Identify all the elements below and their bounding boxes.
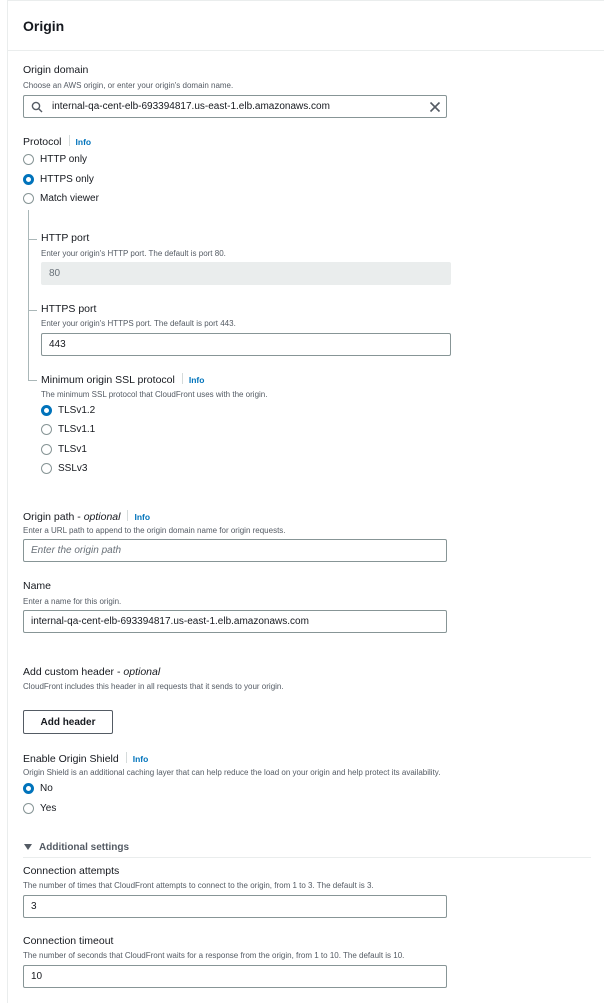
origin-path-input[interactable] <box>23 539 447 562</box>
custom-header-label-text: Add custom header - <box>23 666 124 678</box>
additional-settings-label: Additional settings <box>39 841 129 853</box>
protocol-radio-http-only[interactable] <box>23 154 87 165</box>
https-port-input[interactable] <box>41 333 451 356</box>
origin-shield-info-link[interactable]: Info <box>132 754 149 764</box>
origin-domain-label: Origin domain <box>23 64 89 76</box>
radio-circle[interactable] <box>23 803 34 814</box>
https-port-label: HTTPS port <box>41 303 97 315</box>
optional-marker: optional <box>123 666 161 678</box>
ssl-option-label: TLSv1.1 <box>58 424 96 435</box>
divider <box>23 857 591 858</box>
name-value: internal-qa-cent-elb-693394817.us-east-1.elb.amazonaws.com <box>31 616 309 627</box>
tree-branch <box>28 239 37 240</box>
protocol-option-label: Match viewer <box>40 193 99 204</box>
additional-settings-toggle[interactable] <box>23 838 129 856</box>
name-label: Name <box>23 580 52 592</box>
origin-path-label <box>23 510 150 523</box>
origin-shield-radio-no[interactable] <box>23 783 53 794</box>
ssl-radio-tlsv1-2[interactable] <box>41 405 95 416</box>
protocol-info-link[interactable]: Info <box>75 137 92 147</box>
add-header-button[interactable]: Add header <box>23 710 113 734</box>
connection-attempts-label: Connection attempts <box>23 865 120 877</box>
origin-shield-radio-yes[interactable] <box>23 803 56 814</box>
protocol-radio-match-viewer[interactable] <box>23 193 99 204</box>
origin-shield-option-label: No <box>40 783 53 794</box>
radio-circle[interactable] <box>41 424 52 435</box>
ssl-protocol-info-link[interactable]: Info <box>188 375 205 385</box>
origin-path-description: Enter a URL path to append to the origin domain name for origin requests. <box>23 526 286 535</box>
origin-domain-description: Choose an AWS origin, or enter your origin's domain name. <box>23 81 234 90</box>
tree-branch <box>28 380 37 381</box>
connection-timeout-label: Connection timeout <box>23 935 114 947</box>
tree-branch <box>28 310 37 311</box>
ssl-option-label: TLSv1.2 <box>58 405 96 416</box>
radio-circle-selected[interactable] <box>41 405 52 416</box>
ssl-option-label: SSLv3 <box>58 463 88 474</box>
origin-shield-description: Origin Shield is an additional caching layer that can help reduce the load on your origin and help protect its availability. <box>23 768 441 777</box>
panel-title: Origin <box>23 18 65 34</box>
connection-timeout-input[interactable] <box>23 965 447 988</box>
protocol-option-label: HTTPS only <box>40 174 94 185</box>
http-port-value: 80 <box>49 268 61 279</box>
origin-shield-label <box>23 752 148 765</box>
connection-timeout-description: The number of seconds that CloudFront waits for a response from the origin, from 1 to 10. The default is 10. <box>23 951 405 960</box>
origin-domain-input[interactable] <box>23 95 447 118</box>
http-port-description: Enter your origin's HTTP port. The default is port 80. <box>41 249 226 258</box>
protocol-radio-https-only[interactable] <box>23 174 94 185</box>
name-description: Enter a name for this origin. <box>23 597 122 606</box>
radio-circle-selected[interactable] <box>23 174 34 185</box>
ssl-protocol-label-text: Minimum origin SSL protocol <box>41 374 175 386</box>
radio-circle[interactable] <box>41 444 52 455</box>
origin-domain-value: internal-qa-cent-elb-693394817.us-east-1.elb.amazonaws.com <box>52 101 330 112</box>
connection-attempts-input[interactable] <box>23 895 447 918</box>
radio-circle[interactable] <box>41 463 52 474</box>
radio-circle[interactable] <box>23 193 34 204</box>
custom-header-description: CloudFront includes this header in all requests that it sends to your origin. <box>23 682 284 691</box>
origin-path-info-link[interactable]: Info <box>134 512 151 522</box>
http-port-label: HTTP port <box>41 232 90 244</box>
close-icon[interactable] <box>429 100 441 118</box>
protocol-option-label: HTTP only <box>40 154 88 165</box>
protocol-label-text: Protocol <box>23 136 62 148</box>
optional-marker: optional <box>83 511 121 523</box>
origin-shield-option-label: Yes <box>40 803 57 814</box>
connection-attempts-description: The number of times that CloudFront attempts to connect to the origin, from 1 to 3. The default is 3. <box>23 881 374 890</box>
origin-shield-label-text: Enable Origin Shield <box>23 753 119 765</box>
protocol-label <box>23 135 91 148</box>
https-port-value: 443 <box>49 339 66 350</box>
origin-path-label-text: Origin path - <box>23 511 84 523</box>
ssl-protocol-label <box>41 373 204 386</box>
panel-header <box>8 1 604 51</box>
caret-down-icon <box>23 838 33 856</box>
radio-circle-selected[interactable] <box>23 783 34 794</box>
origin-path-placeholder: Enter the origin path <box>31 545 122 556</box>
custom-header-label <box>23 666 160 678</box>
tree-line <box>28 210 29 380</box>
ssl-protocol-description: The minimum SSL protocol that CloudFront uses with the origin. <box>41 390 268 399</box>
name-input[interactable] <box>23 610 447 633</box>
https-port-description: Enter your origin's HTTPS port. The default is port 443. <box>41 319 236 328</box>
ssl-option-label: TLSv1 <box>58 444 87 455</box>
connection-timeout-value: 10 <box>31 971 43 982</box>
radio-circle[interactable] <box>23 154 34 165</box>
ssl-radio-tlsv1-1[interactable] <box>41 424 95 435</box>
search-icon <box>31 100 43 118</box>
http-port-input <box>41 262 451 285</box>
ssl-radio-sslv3[interactable] <box>41 463 87 474</box>
connection-attempts-value: 3 <box>31 901 37 912</box>
ssl-radio-tlsv1[interactable] <box>41 444 87 455</box>
